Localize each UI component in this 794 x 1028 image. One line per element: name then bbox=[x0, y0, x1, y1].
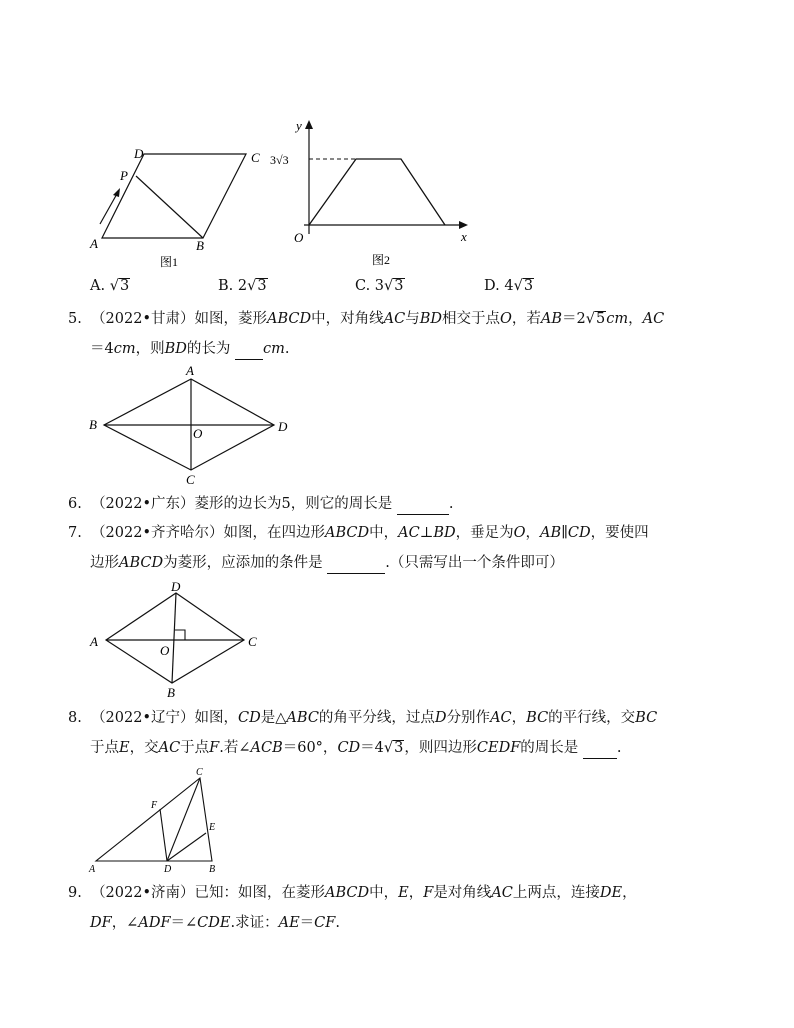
q6-answer-blank[interactable] bbox=[397, 494, 449, 515]
q5-line-2: ＝4cm，则BD的长为 cm. bbox=[90, 339, 289, 360]
q5-label-a: A bbox=[186, 363, 194, 378]
q6-line: 6. （2022•广东）菱形的边长为5，则它的周长是 . bbox=[68, 494, 453, 515]
fig2-caption: 图2 bbox=[372, 253, 391, 267]
fig1-label-c: C bbox=[251, 150, 260, 165]
q8-figure bbox=[84, 764, 234, 876]
choice-d[interactable]: D. 4√3 bbox=[484, 278, 534, 294]
q5-label-c: C bbox=[186, 472, 195, 487]
x-axis-label: x bbox=[461, 229, 467, 244]
choice-b[interactable]: B. 2√3 bbox=[218, 278, 267, 294]
segment-pb bbox=[136, 176, 203, 238]
q8-segment-df bbox=[160, 809, 167, 861]
q8-label-d: D bbox=[164, 864, 172, 875]
q5-answer-blank[interactable] bbox=[235, 339, 263, 360]
q7-label-o: O bbox=[160, 643, 170, 658]
fig1-label-d: D bbox=[134, 146, 144, 161]
q5-label-b: B bbox=[89, 417, 97, 432]
q7-label-b: B bbox=[167, 685, 175, 700]
q8-label-b: B bbox=[209, 864, 216, 875]
q7-label-c: C bbox=[248, 634, 257, 649]
parallelogram-abcd bbox=[102, 154, 246, 238]
fig1-label-b: B bbox=[196, 238, 204, 253]
q8-label-c: C bbox=[196, 767, 203, 778]
choice-c[interactable]: C. 3√3 bbox=[355, 278, 404, 294]
fig1-caption: 图1 bbox=[160, 255, 179, 269]
origin-label: O bbox=[294, 230, 304, 245]
y-tick-label: 3√3 bbox=[270, 153, 289, 167]
fig1-label-a: A bbox=[90, 236, 98, 251]
x-axis-arrow bbox=[459, 221, 468, 229]
q7-right-angle-mark bbox=[175, 630, 185, 640]
q9-line-2: DF，∠ADF＝∠CDE.求证：AE＝CF. bbox=[90, 915, 340, 931]
q8-line-1: 8. （2022•辽宁）如图，CD是△ABC的角平分线，过点D分别作AC，BC的平行线，交BC bbox=[68, 710, 658, 726]
fig1-label-p: P bbox=[120, 168, 128, 183]
q7-figure bbox=[84, 580, 274, 702]
q9-line-1: 9. （2022•济南）已知：如图，在菱形ABCD中，E，F是对角线AC上两点，连接DE， bbox=[68, 885, 637, 901]
q8-label-f: F bbox=[151, 800, 158, 811]
y-axis-arrow bbox=[305, 120, 313, 129]
q8-label-a: A bbox=[89, 864, 96, 875]
q5-figure bbox=[84, 362, 304, 488]
q5-label-o: O bbox=[193, 426, 203, 441]
figure-2 bbox=[268, 116, 478, 271]
q7-label-d: D bbox=[171, 580, 181, 594]
motion-arrow-head bbox=[113, 188, 120, 197]
graph-line bbox=[309, 159, 445, 225]
motion-arrow bbox=[100, 192, 118, 224]
q5-line-1: 5. （2022•甘肃）如图，菱形ABCD中，对角线AC与BD相交于点O，若AB＝2√5cm，AC bbox=[68, 311, 665, 327]
choice-a[interactable]: A. √3 bbox=[90, 278, 130, 294]
y-axis-label: y bbox=[296, 118, 302, 133]
q7-line-2: 边形ABCD为菱形，应添加的条件是 .（只需写出一个条件即可） bbox=[90, 553, 564, 574]
q8-answer-blank[interactable] bbox=[583, 738, 617, 759]
q7-answer-blank[interactable] bbox=[327, 553, 385, 574]
q5-label-d: D bbox=[278, 419, 288, 434]
q7-diagonal-bd bbox=[172, 593, 176, 683]
q7-line-1: 7. （2022•齐齐哈尔）如图，在四边形ABCD中，AC⊥BD，垂足为O，AB∥CD，要使四 bbox=[68, 525, 649, 541]
q8-label-e: E bbox=[209, 822, 216, 833]
q7-label-a: A bbox=[90, 634, 98, 649]
q8-line-2: 于点E，交AC于点F.若∠ACB＝60°，CD＝4√3，则四边形CEDF的周长是 . bbox=[90, 738, 621, 759]
figure-1 bbox=[80, 140, 280, 275]
